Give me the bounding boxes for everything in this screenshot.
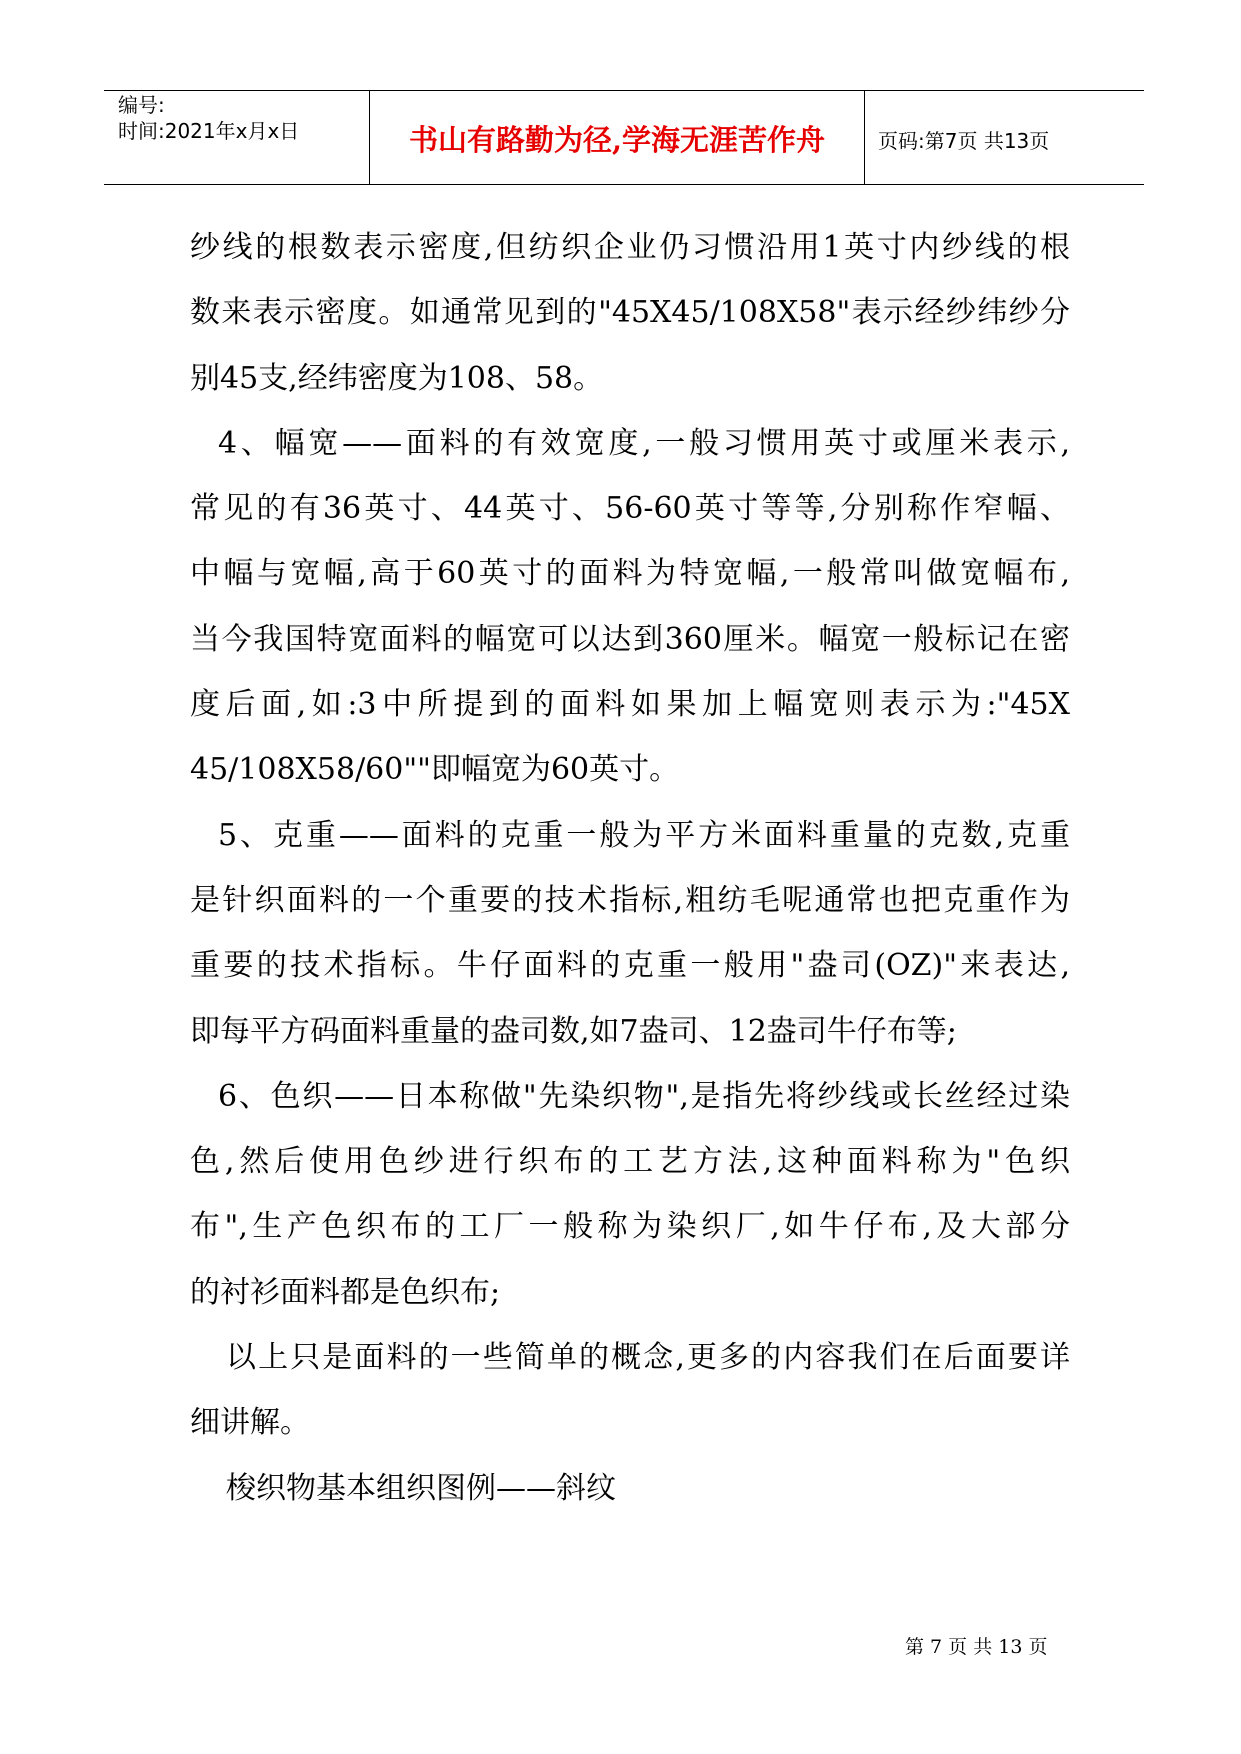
body-line: 6、色织——日本称做"先染织物",是指先将纱线或长丝经过染 <box>218 1078 1070 1114</box>
document-body <box>190 215 1070 1521</box>
header-motto-cell <box>369 91 865 184</box>
body-line: 色,然后使用色纱进行织布的工艺方法,这种面料称为"色织 <box>190 1144 1070 1180</box>
page-code: 页码:第7页 共13页 <box>878 129 1050 153</box>
motto: 书山有路勤为径,学海无涯苦作舟 <box>408 123 826 157</box>
serial-label: 编号: <box>118 93 165 117</box>
body-line: 别45支,经纬密度为108、58。 <box>190 360 604 396</box>
body-line: 布",生产色织布的工厂一般称为染织厂,如牛仔布,及大部分 <box>190 1209 1070 1245</box>
body-line: 重要的技术指标。牛仔面料的克重一般用"盎司(OZ)"来表达, <box>190 948 1070 984</box>
body-line: 数来表示密度。如通常见到的"45X45/108X58"表示经纱纬纱分 <box>190 295 1070 331</box>
body-line: 45/108X58/60""即幅宽为60英寸。 <box>190 752 680 788</box>
body-line: 中幅与宽幅,高于60英寸的面料为特宽幅,一般常叫做宽幅布, <box>190 556 1070 592</box>
header-page-cell <box>864 91 1144 184</box>
page-footer: 第 7 页 共 13 页 <box>905 1636 1048 1658</box>
body-line: 是针织面料的一个重要的技术指标,粗纺毛呢通常也把克重作为 <box>190 882 1070 918</box>
body-line: 当今我国特宽面料的幅宽可以达到360厘米。幅宽一般标记在密 <box>190 621 1070 657</box>
body-line: 即每平方码面料重量的盎司数,如7盎司、12盎司牛仔布等; <box>190 1013 957 1049</box>
page-header <box>104 90 1144 185</box>
body-line: 4、幅宽——面料的有效宽度,一般习惯用英寸或厘米表示, <box>218 425 1070 461</box>
body-line: 细讲解。 <box>190 1405 310 1441</box>
body-line: 的衬衫面料都是色织布; <box>190 1274 501 1310</box>
time-label: 时间:2021年x月x日 <box>118 119 300 143</box>
body-line: 以上只是面料的一些简单的概念,更多的内容我们在后面要详 <box>226 1340 1070 1376</box>
body-line: 度后面,如:3中所提到的面料如果加上幅宽则表示为:"45X <box>190 687 1070 723</box>
section-heading: 梭织物基本组织图例——斜纹 <box>226 1470 616 1506</box>
header-info-cell <box>104 91 369 184</box>
body-line: 5、克重——面料的克重一般为平方米面料重量的克数,克重 <box>218 817 1070 853</box>
body-line: 常见的有36英寸、44英寸、56-60英寸等等,分别称作窄幅、 <box>190 491 1070 527</box>
body-line: 纱线的根数表示密度,但纺织企业仍习惯沿用1英寸内纱线的根 <box>190 230 1070 265</box>
